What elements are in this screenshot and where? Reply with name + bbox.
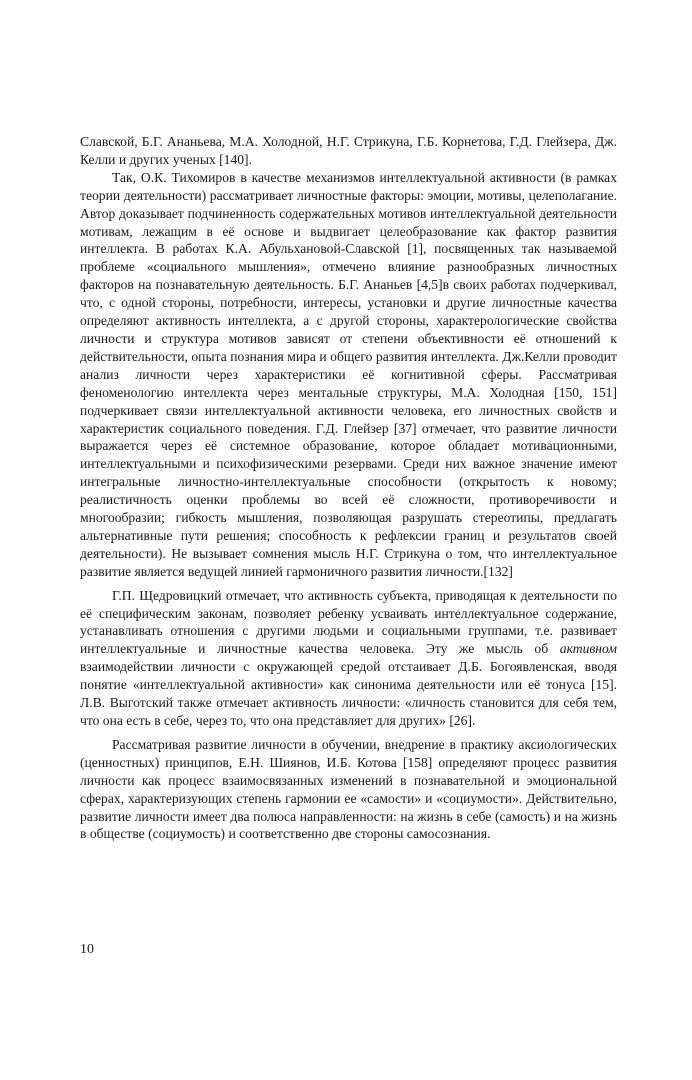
body-text	[80, 133, 617, 843]
paragraph-tikhomirov: Так, О.К. Тихомиров в качестве механизмов интеллектуальной активности (в рамках теории деятельности) рассматривает личностные факторы: эмоции, мотивы, целеполагание. Автор доказывает подчиненность содержательных мотивов интеллектуальной деятельности мотивам, лежащим в её основе и выдвигает целеобразование как фактор развития интеллекта. В работах К.А. Абульхановой-Славской [1], посвященных так называемой проблеме «социального мышления», отмечено влияние разнообразных личностных факторов на познавательную деятельность. Б.Г. Ананьев [4,5]в своих работах подчеркивал, что, с одной стороны, потребности, интересы, установки и другие личностные качества определяют активность интеллекта, а с другой стороны, характерологические свойства личности и структура мотивов зависят от степени объективности её отношений к действительности, опыта познания мира и общего развития интеллекта. Дж.Келли проводит анализ личности через характеристики её когнитивной сферы. Рассматривая феноменологию интеллекта через ментальные структуры, М.А. Холодная [150, 151] подчеркивает связи интеллектуальной активности человека, его личностных свойств и характеристик социального поведения. Г.Д. Глейзер [37] отмечает, что развитие личности выражается через её системное образование, которое обладает мотивационными, интеллектуальными и психофизическими резервами. Среди них важное значение имеют интегральные личностно-интеллектуальные способности (открытость к новому; реалистичность оценки проблемы во всей её сложности, противоречивости и многообразии; гибкость мышления, позволяющая разрушать стереотипы, предлагать альтернативные пути решения; способность к рефлексии границ и результатов своей деятельности). Не вызывает сомнения мысль Н.Г. Стрикуна о том, что интеллектуальное развитие является ведущей линией гармоничного развития личности.[132]	[80, 169, 617, 579]
paragraph-shchedrovitsky	[80, 587, 617, 730]
paragraph-shiyanov: Рассматривая развитие личности в обучении, внедрение в практику аксиологических (ценностных) принципов, Е.Н. Шиянов, И.Б. Котова [158] определяют процесс развития личности как процесс взаимосвязанных изменений в познавательной и эмоциональной сферах, характеризующих степень гармонии ее «самости» и «социумости». Действительно, развитие личности имеет два полюса направленности: на жизнь в себе (самость) и на жизнь в обществе (социумость) и соответственно две стороны самосознания.	[80, 736, 617, 842]
emphasis-word: активном	[559, 641, 617, 657]
paragraph-text-before: Г.П. Щедровицкий отмечает, что активность субъекта, приводящая к деятельности по её специфическим законам, позволяет ребенку усваивать интеллектуальное содержание, устанавливать отношения с другими людьми и социальными группами, т.е. развивает интеллектуальные и личностные качества человека. Эту же мысль об	[80, 587, 617, 657]
page-number: 10	[80, 942, 94, 957]
paragraph-continuation: Славской, Б.Г. Ананьева, М.А. Холодной, Н.Г. Стрикуна, Г.Б. Корнетова, Г.Д. Глейзера, Дж. Келли и других ученых [140].	[80, 134, 617, 167]
paragraph-text-after: взаимодействии личности с окружающей средой отстаивает Д.Б. Богоявленская, вводя понятие «интеллектуальной активности» как синонима деятельности или её тонуса [15]. Л.В. Выготский также отмечает активность личности: «личность становится для себя тем, что она есть в себе, через то, что она представляет для других» [26].	[80, 659, 617, 728]
